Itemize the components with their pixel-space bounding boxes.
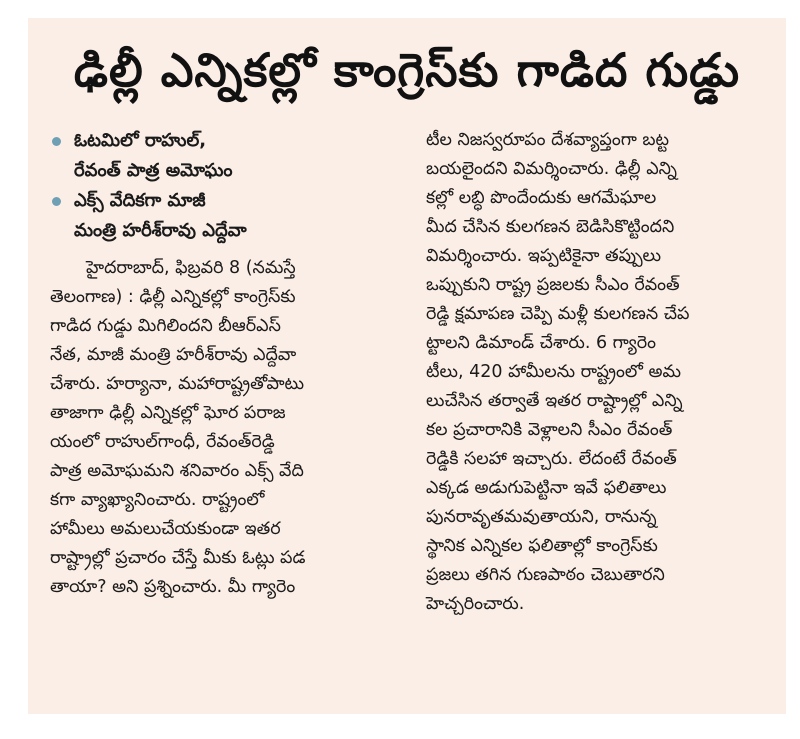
body-line: చేశారు. హర్యానా, మహారాష్ట్రతోపాటు (50, 374, 305, 394)
body-line: బయలైందని విమర్శించారు. ఢిల్లీ ఎన్ని (426, 159, 677, 179)
bullet-point-2 (50, 186, 405, 246)
left-column (50, 126, 405, 602)
column-divider (406, 132, 407, 702)
body-line: ప్రజలు తగిన గుణపాఠం చెబుతారని (426, 565, 665, 585)
right-column (426, 126, 781, 619)
body-line: కల్లో లబ్ధి పొందేందుకు ఆగమేఘాల (426, 188, 657, 208)
body-line: టీల నిజస్వరూపం దేశవ్యాప్తంగా బట్ట (426, 130, 670, 150)
body-line: తాజాగా ఢిల్లీ ఎన్నికల్లో ఘోర పరాజ (50, 403, 286, 423)
body-line: పాత్ర అమోఘమని శనివారం ఎక్స్ వేది (50, 461, 304, 481)
body-line: రెడ్డికి సలహా ఇచ్చారు. లేదంటే రేవంత్ (426, 449, 677, 469)
left-body-text (50, 254, 405, 602)
bullet-point-1 (50, 126, 405, 186)
bullet-line: ఎక్స్ వేదికగా మాజీ (74, 190, 206, 211)
body-line: ఒప్పుకుని రాష్ట్ర ప్రజలకు సీఎం రేవంత్ (426, 275, 680, 295)
body-line: రెడ్డి క్షమాపణ చెప్పి మళ్లీ కులగణన చేప (426, 304, 690, 324)
bullet-dot-icon (52, 197, 61, 206)
body-line: పునరావృతమవుతాయని, రానున్న (426, 507, 657, 527)
body-line: కగా వ్యాఖ్యానించారు. రాష్ట్రంలో (50, 490, 265, 510)
news-clipping (28, 18, 786, 714)
body-line: యంలో రాహుల్‌గాంధీ, రేవంత్‌రెడ్డి (50, 432, 275, 452)
body-line: మీద చేసిన కులగణన బెడిసికొట్టిందని (426, 217, 675, 237)
body-line: కల ప్రచారానికి వెళ్లాలని సీఎం రేవంత్ (426, 420, 673, 440)
bullet-dot-icon (52, 137, 61, 146)
body-line: నేత, మాజీ మంత్రి హరీశ్‌రావు ఎద్దేవా (50, 345, 297, 365)
bullet-line: మంత్రి హరీశ్‌రావు ఎద్దేవా (74, 220, 247, 241)
body-line: తాయా? అని ప్రశ్నించారు. మీ గ్యారెం (50, 577, 296, 597)
body-line: టీలు, 420 హామీలను రాష్ట్రంలో అమ (426, 362, 681, 382)
body-line: గాడిద గుడ్డు మిగిలిందని బీఆర్‌ఎస్ (50, 316, 281, 336)
headline: ఢిల్లీ ఎన్నికల్లో కాంగ్రెస్‌కు గాడిద గుడ్డు (73, 43, 741, 97)
body-line: ట్టాలని డిమాండ్ చేశారు. 6 గ్యారెం (426, 333, 657, 353)
body-line: స్థానిక ఎన్నికల ఫలితాల్లో కాంగ్రెస్‌కు (426, 536, 658, 556)
body-line: ఎక్కడ అడుగుపెట్టినా ఇవే ఫలితాలు (426, 478, 667, 498)
body-line: రాష్ట్రాల్లో ప్రచారం చేస్తే మీకు ఓట్లు పడ (50, 548, 306, 568)
body-line: లుచేసిన తర్వాతే ఇతర రాష్ట్రాల్లో ఎన్ని (426, 391, 683, 411)
body-line: హామీలు అమలుచేయకుండా ఇతర (50, 519, 281, 539)
bullet-line: రేవంత్ పాత్ర అమోఘం (74, 160, 233, 181)
body-line: తెలంగాణ) : ఢిల్లీ ఎన్నికల్లో కాంగ్రెస్‌కు (50, 287, 296, 307)
body-line: హెచ్చరించారు. (426, 594, 525, 614)
body-line: విమర్శించారు. ఇప్పటికైనా తప్పులు (426, 246, 662, 266)
body-line: హైదరాబాద్, ఫిబ్రవరి 8 (నమస్తే (86, 258, 296, 278)
bullet-line: ఓటమిలో రాహుల్, (74, 130, 207, 151)
